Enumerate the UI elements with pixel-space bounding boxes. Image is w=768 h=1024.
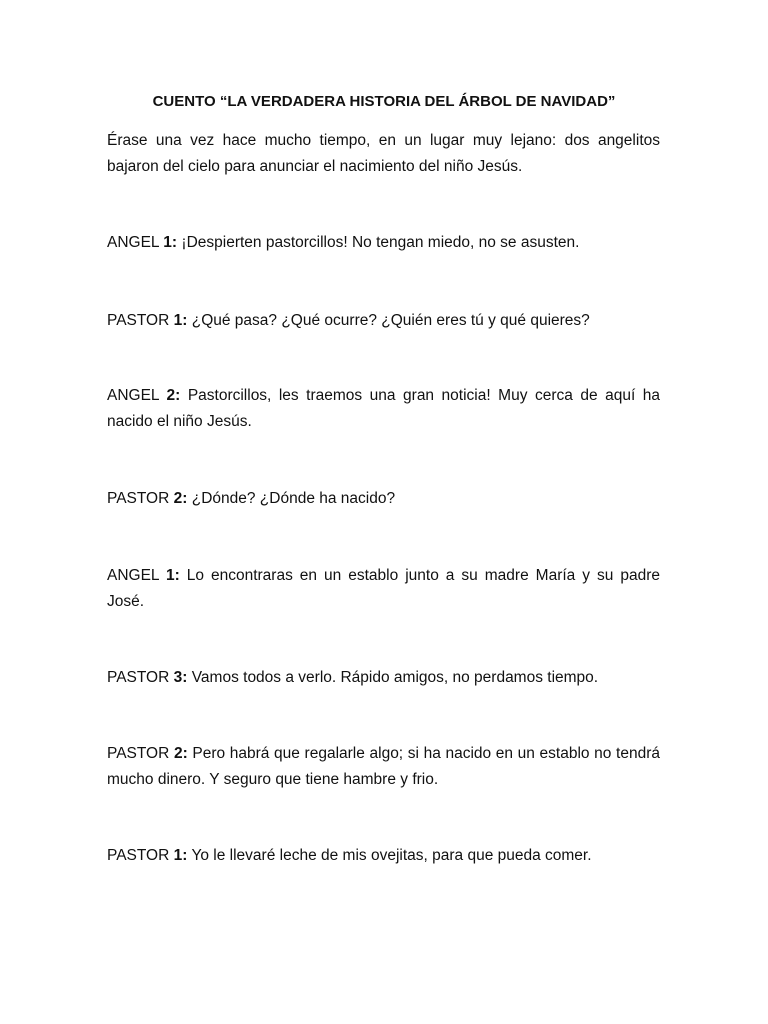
dialogue-text: Yo le llevaré leche de mis ovejitas, para que pueda comer. [191, 847, 592, 864]
dialogue-line: PASTOR 1: ¿Qué pasa? ¿Qué ocurre? ¿Quién eres tú y qué quieres? [107, 312, 590, 329]
dialogue-text: ¡Despierten pastorcillos! No tengan miedo, no se asusten. [181, 234, 580, 251]
speaker-number: 1 [165, 567, 175, 584]
dialogue-line: ANGEL 2: Pastorcillos, les traemos una gran noticia! Muy cerca de aquí ha nacido el niño Jesús. [107, 387, 661, 430]
dialogue-text: Pastorcillos, les traemos una gran noticia! Muy cerca de aquí ha nacido el niño Jesús. [107, 387, 661, 430]
dialogue-text: ¿Dónde? ¿Dónde ha nacido? [191, 490, 396, 507]
speaker-number: 1 [173, 312, 183, 329]
dialogue-line: PASTOR 2: ¿Dónde? ¿Dónde ha nacido? [107, 490, 396, 507]
speaker-name: PASTOR [107, 669, 170, 686]
speaker-number: 2 [173, 490, 183, 507]
dialogue-text: ¿Qué pasa? ¿Qué ocurre? ¿Quién eres tú y qué quieres? [191, 312, 590, 329]
speaker-name: ANGEL [107, 234, 159, 251]
dialogue-text: Pero habrá que regalarle algo; si ha nacido en un establo no tendrá mucho dinero. Y seguro que tiene hambre y frio. [107, 745, 660, 788]
speaker-number: 1 [163, 234, 172, 251]
speaker-number: 2 [173, 745, 183, 762]
dialogue-line: PASTOR 2: Pero habrá que regalarle algo; si ha nacido en un establo no tendrá mucho dinero. Y seguro que tiene hambre y frio. [107, 745, 660, 788]
dialogue-text: Vamos todos a verlo. Rápido amigos, no perdamos tiempo. [191, 669, 599, 686]
dialogue-text: Lo encontraras en un establo junto a su madre María y su padre José. [107, 567, 660, 610]
speaker-number: 1 [173, 847, 183, 864]
speaker-name: PASTOR [107, 490, 170, 507]
speaker-name: PASTOR [107, 847, 170, 864]
intro-paragraph: Érase una vez hace mucho tiempo, en un lugar muy lejano: dos angelitos bajaron del cielo para anunciar el nacimiento del niño Jesús. [107, 132, 660, 175]
speaker-number: 2 [166, 387, 176, 404]
dialogue-line: PASTOR 3: Vamos todos a verlo. Rápido amigos, no perdamos tiempo. [107, 669, 599, 686]
speaker-name: ANGEL [107, 387, 159, 404]
speaker-name: ANGEL [107, 567, 159, 584]
speaker-name: PASTOR [107, 745, 170, 762]
dialogue-line: ANGEL 1: Lo encontraras en un establo junto a su madre María y su padre José. [107, 567, 660, 610]
document-title: CUENTO “LA VERDADERA HISTORIA DEL ÁRBOL DE NAVIDAD” [152, 93, 616, 110]
dialogue-line: ANGEL 1: ¡Despierten pastorcillos! No tengan miedo, no se asusten. [107, 234, 580, 251]
dialogue-line: PASTOR 1: Yo le llevaré leche de mis ovejitas, para que pueda comer. [107, 847, 592, 864]
speaker-number: 3 [173, 669, 183, 686]
speaker-name: PASTOR [107, 312, 170, 329]
